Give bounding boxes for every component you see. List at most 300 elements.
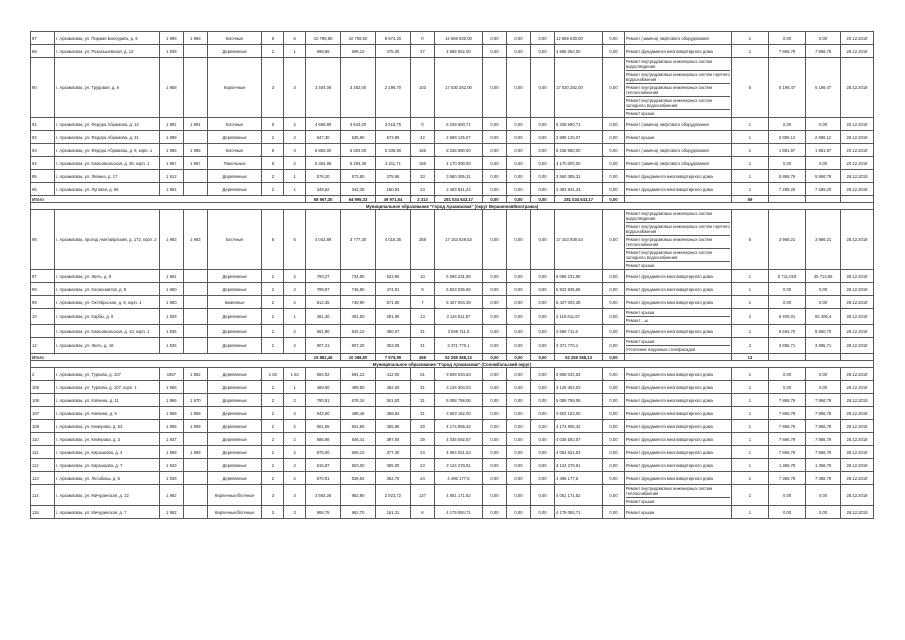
cell-floors: 2 [262,394,284,407]
cell-unit: 2 [731,309,768,325]
cell-living-area: 365,00 [376,459,411,472]
cell-work-types [624,118,731,131]
cell-year-built: 1 962 [159,485,183,506]
total-budget-funds: 0,00 [507,354,531,361]
cell-other-funds: 0,00 [531,270,555,283]
table-row [31,296,874,309]
work-types-list [626,121,730,128]
cell-extra: 0,00 [603,459,625,472]
table-row [31,118,874,131]
cell-work-cost-2: 3 560 385,31 [555,170,603,183]
cell-deadline: 28.12.2019 [841,183,874,196]
work-type-item: Ремонт внутридомовых инженерных систем водоотведения [626,210,730,223]
work-type-item: Ремонт крыши [626,338,730,346]
cell-owner-funds: 0,00 [482,407,506,420]
cell-residential-area: 962,70 [341,506,376,519]
cell-work-cost: 17 030 282,00 [434,58,482,118]
cell-deadline: 28.12.2019 [841,485,874,506]
cell-work-cost: 8 238 880,00 [434,144,482,157]
cell-living-area: 462,00 [376,381,411,394]
total-residents: 2 313 [410,196,434,203]
cell-work-cost: 4 495 177,5 [434,472,482,485]
work-type-item: Ремонт фундамента многоквартирного дома [625,436,713,442]
cell-work-types [624,407,731,420]
cell-wall-material: Блочные [207,32,262,45]
cell-residents: 31 [410,338,434,354]
cell-work-cost-2: 4 035 592,57 [555,433,603,446]
table-row [31,459,874,472]
cell-year-built: 1 966 [159,394,183,407]
cell-work-types [624,170,731,183]
cell-floors: 2 [262,433,284,446]
cell-budget-funds: 0,00 [507,131,531,144]
cell-total-area: 4 042,89 [306,210,341,270]
cell-extra: 0,00 [603,296,625,309]
cell-other-funds: 0,00 [531,472,555,485]
work-types-list [626,173,730,180]
cell-unit-cost: 0,00 [806,32,841,45]
cell-unit: 1 [731,45,768,58]
cell-residents: 23 [410,459,434,472]
cell-unit-cost: 0,00 [806,283,841,296]
cell-year-built: 1 961 [159,270,183,283]
cell-total-area: 3 564,26 [306,485,341,506]
cell-other-funds: 0,00 [531,144,555,157]
cell-year-built: 1 958 [159,58,183,118]
cell-no: 96 [31,183,55,196]
work-type-item: Ремонт фундамента многоквартирного дома [625,371,713,377]
cell-no: 89 [31,45,55,58]
cell-address: г. Арзамасвак, ул. Октябрьская, д. 8, корп. 1 [55,296,160,309]
cell-work-types [624,296,731,309]
cell-work-cost-2: 3 124 278,81 [555,459,603,472]
cell-volume: 3 896,71 [769,338,806,354]
cell-residents: 42 [410,131,434,144]
cell-owner-funds: 0,00 [482,506,506,519]
cell-entrances: 3 [284,144,306,157]
cell-year-commissioned [183,183,207,196]
cell-work-types [624,183,731,196]
cell-no: 98 [31,210,55,270]
cell-owner-funds: 0,00 [482,58,506,118]
cell-work-cost-2: 3 596 711,6 [555,325,603,338]
table-row [31,270,874,283]
cell-entrances: 6 [284,210,306,270]
cell-year-commissioned: 1 962 [183,368,207,381]
work-types-list [626,397,730,404]
work-types-list [626,338,730,353]
cell-entrances: 2 [284,394,306,407]
cell-unit: 1 [731,433,768,446]
cell-other-funds: 0,00 [531,45,555,58]
cell-work-types [624,394,731,407]
cell-living-area: 412,00 [376,368,411,381]
cell-floors: 3 [262,485,284,506]
cell-year-built: 1 967 [159,157,183,170]
cell-unit: 2 [731,338,768,354]
cell-no: 111 [31,446,55,459]
cell-no: 107 [31,407,55,420]
cell-total-area: 576,20 [306,170,341,183]
cell-total-area: 661,90 [306,325,341,338]
cell-work-cost: 4 054 621,53 [434,446,482,459]
cell-work-cost: 4 035 592,57 [434,433,482,446]
cell-no: 97 [31,270,55,283]
cell-year-built: 1 963 [159,210,183,270]
cell-work-types [624,338,731,354]
cell-floors: 2 [262,420,284,433]
cell-deadline: 28.12.2019 [841,420,874,433]
cell-year-built: 1 937 [159,433,183,446]
total-residents: 458 [410,354,434,361]
table-row [31,183,874,196]
cell-address: г. Арзамасвак, ул. Кемерова, д. 53 [55,420,160,433]
cell-work-cost: 2 689 125,07 [434,131,482,144]
cell-volume: 0,00 [769,157,806,170]
cell-unit-cost: 7 866,79 [806,446,841,459]
table-row [31,446,874,459]
cell-budget-funds: 0,00 [507,144,531,157]
table-row [31,144,874,157]
work-type-item: Ремонт крыши [625,111,655,116]
cell-total-area: 561,65 [306,420,341,433]
cell-year-built: 1 943 [159,459,183,472]
cell-entrances: 2 [284,472,306,485]
cell-other-funds: 0,00 [531,283,555,296]
cell-other-funds: 0,00 [531,296,555,309]
cell-total-area: 615,87 [306,459,341,472]
cell-unit-cost: 0,00 [806,506,841,519]
cell-unit: 1 [731,407,768,420]
cell-deadline: 28.12.2019 [841,368,874,381]
cell-living-area: 2 923,72 [376,485,411,506]
total-empty-cell [769,354,806,361]
cell-owner-funds: 0,00 [482,131,506,144]
cell-no: 95 [31,170,55,183]
cell-no: 114 [31,485,55,506]
cell-unit-cost: 7 366,79 [806,472,841,485]
cell-address: г. Арзамасвак, ул. Жить, д. 16 [55,338,160,354]
cell-year-commissioned: 1 963 [183,210,207,270]
cell-work-cost: 2 493 841,24 [434,183,482,196]
cell-total-area: 686,98 [306,433,341,446]
total-empty-cell [841,196,874,203]
cell-residents: 37 [410,45,434,58]
cell-floors: 9 [262,144,284,157]
cell-residents: 156 [410,157,434,170]
cell-other-funds: 0,00 [531,58,555,118]
cell-unit-cost: 5 660,70 [806,325,841,338]
cell-no: 110 [31,433,55,446]
cell-other-funds: 0,00 [531,446,555,459]
cell-work-types [624,144,731,157]
cell-floors: 2 [262,183,284,196]
cell-owner-funds: 0,00 [482,283,506,296]
work-type-item: Ремонт внутридомовых инженерных систем горячего водоснабжения [625,224,730,234]
cell-work-cost: 4 051 171,52 [434,485,482,506]
work-type-item: Ремонт внутридомовых инженерных систем холодного водоснабжения [626,97,730,110]
cell-volume: 6 406,01 [769,309,806,325]
cell-other-funds: 0,00 [531,183,555,196]
cell-owner-funds: 0,00 [482,446,506,459]
cell-deadline: 20.12.2019 [841,157,874,170]
cell-extra: 0,00 [603,45,625,58]
cell-wall-material: Деревянные [207,394,262,407]
cell-unit-cost: 63 406,4 [806,309,841,325]
cell-residential-area: 594,23 [341,368,376,381]
cell-unit: 5 [731,58,768,118]
cell-unit: 1 [731,368,768,381]
cell-residents: 0 [410,32,434,45]
work-type-item: Ремонт фундамента многоквартирного дома [625,328,713,334]
table-row [31,131,874,144]
cell-living-area: 474,91 [376,283,411,296]
cell-entrances: 1 [284,170,306,183]
cell-volume: 1 681,97 [769,144,806,157]
cell-unit: 1 [731,183,768,196]
cell-work-cost-2: 5 923 935,66 [555,283,603,296]
cell-living-area: 5 335,90 [376,144,411,157]
cell-address: г. Арзамасвак, ул. Трудовая, д. 6 [55,58,160,118]
total-empty-cell [769,196,806,203]
cell-extra: 0,00 [603,407,625,420]
cell-work-cost-2: 17 153 939,53 [555,210,603,270]
total-total-area: 15 882,46 [306,354,341,361]
cell-owner-funds: 0,00 [482,420,506,433]
cell-deadline: 28.12.2019 [841,325,874,338]
cell-deadline: 20.12.2019 [841,32,874,45]
cell-address: г. Арзамасвак, ул. Мичуринская, д. 12 [55,485,160,506]
cell-work-cost-2: 5 096 231,95 [555,270,603,283]
work-types-list [626,299,730,306]
table-row [31,394,874,407]
cell-volume: 7 289,20 [769,183,806,196]
cell-year-commissioned [183,170,207,183]
cell-volume: 5 711,019 [769,270,806,283]
cell-entrances: 2 [284,407,306,420]
cell-unit-cost: 3 895,71 [806,338,841,354]
cell-floors: 9 [262,157,284,170]
cell-residential-area: 4 643,00 [341,118,376,131]
cell-residents: 28 [410,420,434,433]
cell-unit-cost: 7 866,79 [806,394,841,407]
total-residential-area: 10 368,90 [341,354,376,361]
cell-unit-cost: 1 366,79 [806,459,841,472]
cell-residential-area: 481,50 [341,309,376,325]
cell-floors: 2 [262,309,284,325]
cell-work-cost: 3 603 152,00 [434,407,482,420]
total-unit: 13 [731,354,768,361]
table-row [31,45,874,58]
total-other-funds: 0,00 [531,196,555,203]
cell-owner-funds: 0,00 [482,210,506,270]
cell-wall-material: Кирпичные [207,58,262,118]
cell-year-commissioned [183,325,207,338]
table-row [31,283,874,296]
cell-work-cost-2: 4 170 000,00 [555,157,603,170]
cell-living-area: 3 518,75 [376,118,411,131]
cell-work-types [624,45,731,58]
cell-volume: 3 966,21 [769,210,806,270]
table-row [31,32,874,45]
cell-extra: 0,00 [603,325,625,338]
cell-extra: 0,00 [603,446,625,459]
work-type-item: Ремонт фундамента многоквартирного дома [625,462,713,468]
cell-work-cost-2: 4 054 621,53 [555,446,603,459]
cell-volume: 1 366,79 [769,459,806,472]
cell-year-built: 1 912 [159,170,183,183]
cell-year-commissioned [183,485,207,506]
cell-other-funds: 0,00 [531,485,555,506]
cell-living-area: 475,30 [376,45,411,58]
cell-work-types [624,420,731,433]
work-types-list [626,48,730,55]
cell-address: г. Арзамасвак, ул. Пирмая Балоуриск, д. 6 [55,32,160,45]
cell-budget-funds: 0,00 [507,45,531,58]
cell-owner-funds: 0,00 [482,325,506,338]
work-type-item: Ремонт внутридомовых инженерных систем горячего водоснабжения [625,72,730,82]
total-empty-cell [806,196,841,203]
cell-residential-area: 498,46 [341,407,376,420]
cell-work-cost: 17 153 939,53 [434,210,482,270]
cell-work-cost: 6 239 690,71 [434,118,482,131]
cell-no [31,325,55,338]
cell-residents: 103 [410,58,434,118]
cell-other-funds: 0,00 [531,157,555,170]
work-types-list [626,462,730,469]
cell-year-built: 1 960 [159,283,183,296]
cell-residential-area: 746,90 [341,283,376,296]
cell-deadline: 28.12.2019 [841,433,874,446]
cell-budget-funds: 0,00 [507,446,531,459]
work-types-list [626,371,730,378]
cell-entrances: 6 [284,32,306,45]
cell-work-types [624,506,731,519]
cell-year-built: 1 959 [159,407,183,420]
cell-floors: 2 [262,446,284,459]
cell-floors: 2 [262,283,284,296]
cell-other-funds: 0,00 [531,32,555,45]
cell-volume: 2 896,12 [769,131,806,144]
cell-address: г. Арзамасвак, ул. Жить, д. 9 [55,270,160,283]
cell-total-area: 5 364,89 [306,157,341,170]
cell-extra: 0,00 [603,368,625,381]
cell-no: 108 [31,420,55,433]
cell-no: 92 [31,131,55,144]
cell-volume: 7 866,79 [769,407,806,420]
cell-year-commissioned [183,459,207,472]
cell-total-area: 789,97 [306,283,341,296]
cell-work-cost-2: 3 371 770,1 [555,338,603,354]
cell-no: 90 [31,58,55,118]
cell-deadline: 28.12.2019 [841,459,874,472]
cell-address: г. Арзамасвак, ул. Карбы, д. 6 [55,309,160,325]
cell-unit: 1 [731,325,768,338]
cell-residents: 29 [410,433,434,446]
cell-entrances: 1 82 [284,368,306,381]
work-type-item: Ремонт внутридомовых инженерных систем холодного водоснабжения [626,249,730,262]
work-types-list [626,436,730,443]
cell-year-commissioned [183,309,207,325]
cell-unit-cost: 0,00 [806,485,841,506]
cell-work-cost: 12 669 630,00 [434,32,482,45]
cell-address: г. Арзамасвак, ул. Космонавтов, д. 8 [55,283,160,296]
total-extra: 0,00 [603,196,625,203]
cell-unit-cost: 5 866,79 [806,170,841,183]
cell-residential-area: 573,80 [341,170,376,183]
total-residential-area: 64 995,33 [341,196,376,203]
section-title: Муниципальное образование "Город Арзамасвак" (Соломбальский округ) [31,361,874,368]
work-types-list [626,210,730,269]
cell-work-types [624,270,731,283]
cell-unit-cost: 0,00 [806,157,841,170]
cell-unit-cost: 0,00 [806,118,841,131]
cell-total-area: 570,01 [306,472,341,485]
cell-volume: 5 199,47 [769,58,806,118]
cell-extra: 0,00 [603,381,625,394]
cell-entrances: 3 [284,58,306,118]
cell-entrances: 3 [284,506,306,519]
cell-residents: 31 [410,381,434,394]
cell-volume: 7 866,79 [769,394,806,407]
table-row [31,381,874,394]
cell-deadline: 28.12.2019 [841,283,874,296]
total-empty-cell [624,196,731,203]
cell-wall-material: Каменные [207,296,262,309]
cell-extra: 0,00 [603,338,625,354]
cell-living-area: 352,70 [376,472,411,485]
work-type-item: Ремонт внутридомовых инженерных систем теплоснабжения [626,485,730,498]
cell-year-commissioned [183,296,207,309]
section-total-row [31,196,874,203]
work-types-list [626,35,730,42]
cell-unit-cost: 35 713,55 [806,270,841,283]
total-owner-funds: 0,00 [482,196,506,203]
cell-volume: 0,00 [769,506,806,519]
cell-extra: 0,00 [603,210,625,270]
cell-floors: 3 [262,58,284,118]
cell-work-cost-2: 8 238 880,00 [555,144,603,157]
cell-no: 112 [31,459,55,472]
cell-wall-material: Кирпичные/блочные [207,485,262,506]
work-type-item: Ремонт внутридомовых инженерных систем теплоснабжения [626,84,730,97]
cell-work-cost: 3 371 770,1 [434,338,482,354]
cell-unit: 1 [731,506,768,519]
cell-extra: 0,00 [603,157,625,170]
cell-wall-material: Деревянные [207,325,262,338]
work-type-item: Ремонт фундамента многоквартирного дома [625,186,713,192]
table-row [31,506,874,519]
cell-unit: 1 [731,446,768,459]
cell-owner-funds: 0,00 [482,157,506,170]
cell-work-cost: 5 096 231,95 [434,270,482,283]
cell-owner-funds: 0,00 [482,485,506,506]
cell-address: г. Арзамасвак, ул. Мичуринская, д. 7 [55,506,160,519]
work-type-item: Ремонт (замена) лифтового оборудования [625,160,709,166]
cell-work-types [624,157,731,170]
cell-extra: 0,00 [603,58,625,118]
cell-residential-area: 5 294,36 [341,157,376,170]
cell-entrances: 2 [284,118,306,131]
cell-no: 2 [31,368,55,381]
cell-residents: 51 [410,368,434,381]
cell-unit: 1 [731,170,768,183]
cell-floors: 2 [262,131,284,144]
cell-living-area: 375,96 [376,170,411,183]
cell-unit: 1 [731,270,768,283]
cell-no: 105 [31,381,55,394]
cell-other-funds: 0,00 [531,325,555,338]
